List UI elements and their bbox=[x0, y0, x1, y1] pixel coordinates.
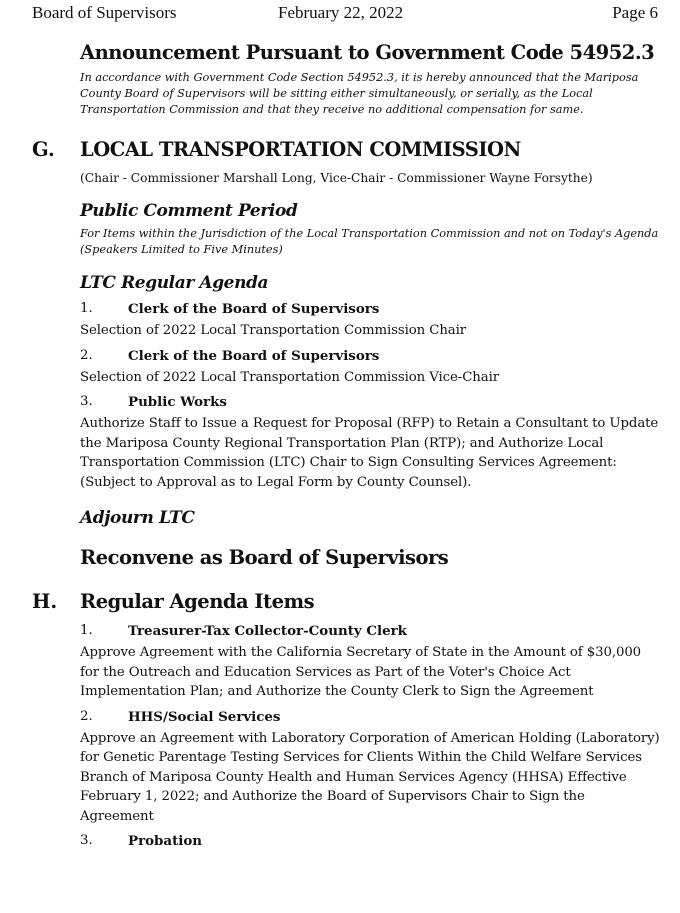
item-title: Probation bbox=[128, 833, 203, 849]
item-description: Selection of 2022 Local Transportation Commission Vice-Chair bbox=[80, 369, 499, 385]
ltc-item bbox=[80, 392, 660, 492]
item-title: Public Works bbox=[128, 394, 227, 410]
item-number: 3. bbox=[80, 833, 93, 848]
ltc-item bbox=[80, 299, 660, 341]
document-body bbox=[32, 40, 660, 851]
header-board-name: Board of Supervisors bbox=[32, 3, 177, 22]
header-page-number: Page 6 bbox=[612, 3, 658, 22]
item-description: Authorize Staff to Issue a Request for Proposal (RFP) to Retain a Consultant to Update the Mariposa County Regional Transportation Plan (RTP); and Authorize Local Transportation Commission (LTC) Chair to Sign Consulting Services Agreement: (Subject to Approval as to Legal Form by County Counsel). bbox=[80, 416, 659, 490]
item-title: Treasurer-Tax Collector-County Clerk bbox=[128, 623, 407, 639]
announcement-text: In accordance with Government Code Section 54952.3, it is hereby announced that the Mariposa County Board of Supervisors will be sitting either simultaneously, or serially, as the Local Transportation Commission and that they receive no additional compensation for same. bbox=[80, 71, 639, 116]
item-description: Approve an Agreement with Laboratory Corporation of American Holding (Laboratory) for Genetic Parentage Testing Services for Clients Within the Child Welfare Services Branch of Mariposa County Health and Human Services Agency (HHSA) Effective February 1, 2022; and Authorize the Board of Supervisors Chair to Sign the Agreement bbox=[80, 730, 660, 824]
reconvene-heading: Reconvene as Board of Supervisors bbox=[80, 546, 449, 569]
item-number: 2. bbox=[80, 347, 93, 363]
regular-item bbox=[80, 707, 660, 827]
item-title: HHS/Social Services bbox=[128, 708, 281, 725]
item-number: 1. bbox=[80, 301, 93, 316]
item-description: Approve Agreement with the California Secretary of State in the Amount of $30,000 for the Outreach and Education Services as Part of the Voter's Choice Act Implementation Plan; and Authorize the County Clerk to Sign the Agreement bbox=[80, 645, 642, 699]
item-description: Selection of 2022 Local Transportation Commission Chair bbox=[80, 323, 467, 338]
section-g-title: LOCAL TRANSPORTATION COMMISSION bbox=[80, 138, 521, 161]
ltc-item bbox=[80, 346, 660, 388]
item-title: Clerk of the Board of Supervisors bbox=[128, 347, 380, 364]
header-date: February 22, 2022 bbox=[278, 3, 404, 22]
ltc-agenda-title: LTC Regular Agenda bbox=[80, 273, 269, 293]
announcement-section bbox=[80, 40, 660, 118]
public-comment-title: Public Comment Period bbox=[80, 201, 298, 221]
section-g bbox=[32, 137, 660, 530]
page-header bbox=[32, 3, 658, 25]
section-h-letter: H. bbox=[32, 590, 58, 613]
section-h bbox=[32, 589, 660, 851]
item-title: Clerk of the Board of Supervisors bbox=[128, 301, 380, 317]
regular-item bbox=[80, 621, 660, 702]
public-comment-text: For Items within the Jurisdiction of the Local Transportation Commission and not on Today's Agenda (Speakers Limited to Five Minutes) bbox=[80, 227, 659, 256]
item-number: 2. bbox=[80, 708, 93, 724]
adjourn-ltc: Adjourn LTC bbox=[80, 508, 195, 528]
regular-item bbox=[80, 831, 660, 851]
section-g-letter: G. bbox=[32, 138, 55, 161]
item-number: 1. bbox=[80, 623, 93, 638]
section-h-title: Regular Agenda Items bbox=[80, 590, 315, 613]
section-g-chair-line: (Chair - Commissioner Marshall Long, Vice-Chair - Commissioner Wayne Forsythe) bbox=[80, 171, 593, 185]
announcement-title: Announcement Pursuant to Government Code 54952.3 bbox=[80, 41, 655, 64]
item-number: 3. bbox=[80, 394, 93, 409]
